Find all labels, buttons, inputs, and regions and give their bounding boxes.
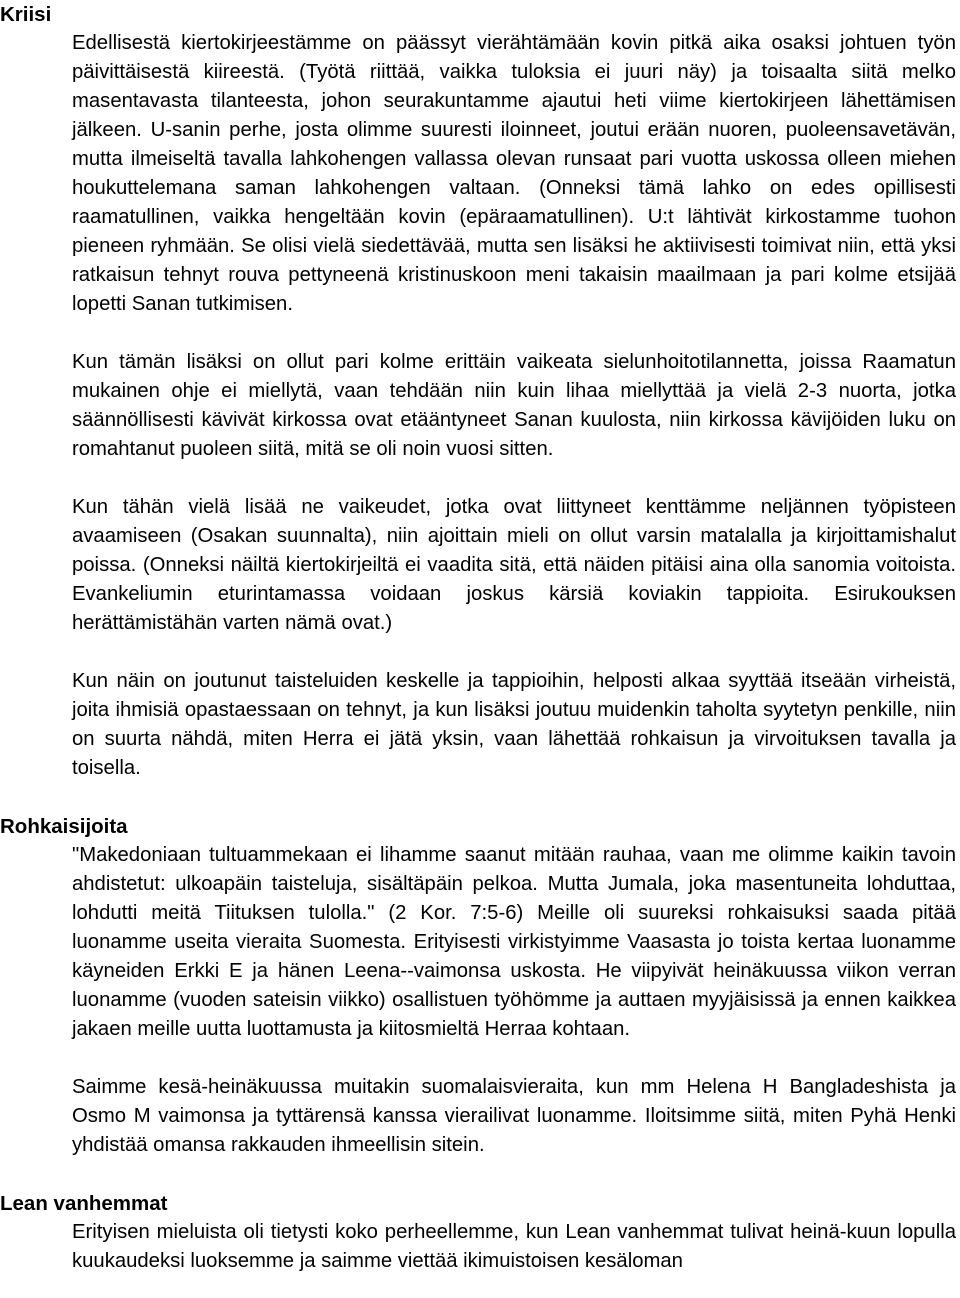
paragraph: Kun tähän vielä lisää ne vaikeudet, jotka ovat liittyneet kenttämme neljännen työpisteen avaamiseen (Osakan suunnalta), niin ajoittain mieli on ollut varsin matalalla ja kirjoittamishalut poissa. (Onneksi näiltä kiertokirjeiltä ei vaadita sitä, että näiden pitäisi aina olla sanomia voitoista. Evankeliumin eturintamassa voidaan joskus kärsiä koviakin tappioita. Esirukouksen herättämistähän varten nämä ovat.) xyxy=(72,496,956,634)
paragraph: Kun näin on joutunut taisteluiden keskelle ja tappioihin, helposti alkaa syyttää itseään virheistä, joita ihmisiä opastaessaan on tehnyt, ja kun lisäksi joutuu muidenkin taholta syytetyn penkille, niin on suurta nähdä, miten Herra ei jätä yksin, vaan lähettää rohkaisun ja virvoituksen tavalla ja toisella. xyxy=(72,670,956,779)
paragraph: Kun tämän lisäksi on ollut pari kolme erittäin vaikeata sielunhoitotilannetta, joissa Raamatun mukainen ohje ei miellytä, vaan tehdään niin kuin lihaa miellyttää ja vielä 2-3 nuorta, jotka säännöllisesti kävivät kirkossa ovat etääntyneet Sanan kuulosta, niin kirkossa kävijöiden luku on romahtanut puoleen siitä, mitä se oli noin vuosi sitten. xyxy=(72,351,956,460)
section-rohkaisijoita xyxy=(0,812,960,1160)
section-heading: Rohkaisijoita xyxy=(0,815,128,838)
paragraph: Saimme kesä-heinäkuussa muitakin suomalaisvieraita, kun mm Helena H Bangladeshista ja Osmo M vaimonsa ja tyttärensä kanssa vierailivat luonamme. Iloitsimme siitä, miten Pyhä Henki yhdistää omansa rakkauden ihmeellisin sitein. xyxy=(72,1076,956,1156)
paragraph: Edellisestä kiertokirjeestämme on päässyt vierähtämään kovin pitkä aika osaksi johtuen työn päivittäisestä kiireestä. (Työtä riittää, vaikka tuloksia ei juuri näy) ja toisaalta siitä melko masentavasta tilanteesta, johon seurakuntamme ajautui heti viime kiertokirjeen lähettämisen jälkeen. U-sanin perhe, josta olimme suuresti iloinneet, joutui erään nuoren, puoleensavetävän, mutta ilmeiseltä tavalla lahkohengen vallassa olevan runsaat pari vuotta uskossa olleen miehen houkuttelemana saman lahkohengen valtaan. (Onneksi tämä lahko on edes opillisesti raamatullinen, vaikka hengeltään kovin (epäraamatullinen). U:t lähtivät kirkostamme tuohon pieneen ryhmään. Se olisi vielä siedettävää, mutta sen lisäksi he aktiivisesti toimivat niin, että yksi ratkaisun tehnyt rouva pettyneenä kristinuskoon meni takaisin maailmaan ja pari kolme etsijää lopetti Sanan tutkimisen. xyxy=(72,32,956,315)
paragraph: "Makedoniaan tultuammekaan ei lihamme saanut mitään rauhaa, vaan me olimme kaikin tavoin ahdistetut: ulkoapäin taisteluja, sisältäpäin pelkoa. Mutta Jumala, joka masentuneita lohduttaa, lohdutti meitä Tiituksen tulolla." (2 Kor. 7:5-6) Meille oli suureksi rohkaisuksi saada pitää luonamme useita vieraita Suomesta. Erityisesti virkistyimme Vaasasta jo toista kertaa luonamme käyneiden Erkki E ja hänen Leena--vaimonsa uskosta. He viipyivät heinäkuussa viikon verran luonamme (vuoden sateisin viikko) osallistuen työhömme ja auttaen myyjäisissä ja ennen kaikkea jakaen meille uutta luottamusta ja kiitosmieltä Herraa kohtaan. xyxy=(72,844,956,1040)
paragraph: Erityisen mieluista oli tietysti koko perheellemme, kun Lean vanhemmat tulivat heinä-kuun lopulla kuukaudeksi luoksemme ja saimme viettää ikimuistoisen kesäloman xyxy=(72,1221,956,1272)
section-heading: Kriisi xyxy=(0,3,52,26)
section-heading: Lean vanhemmat xyxy=(0,1192,168,1215)
section-lean-vanhemmat xyxy=(0,1189,960,1276)
